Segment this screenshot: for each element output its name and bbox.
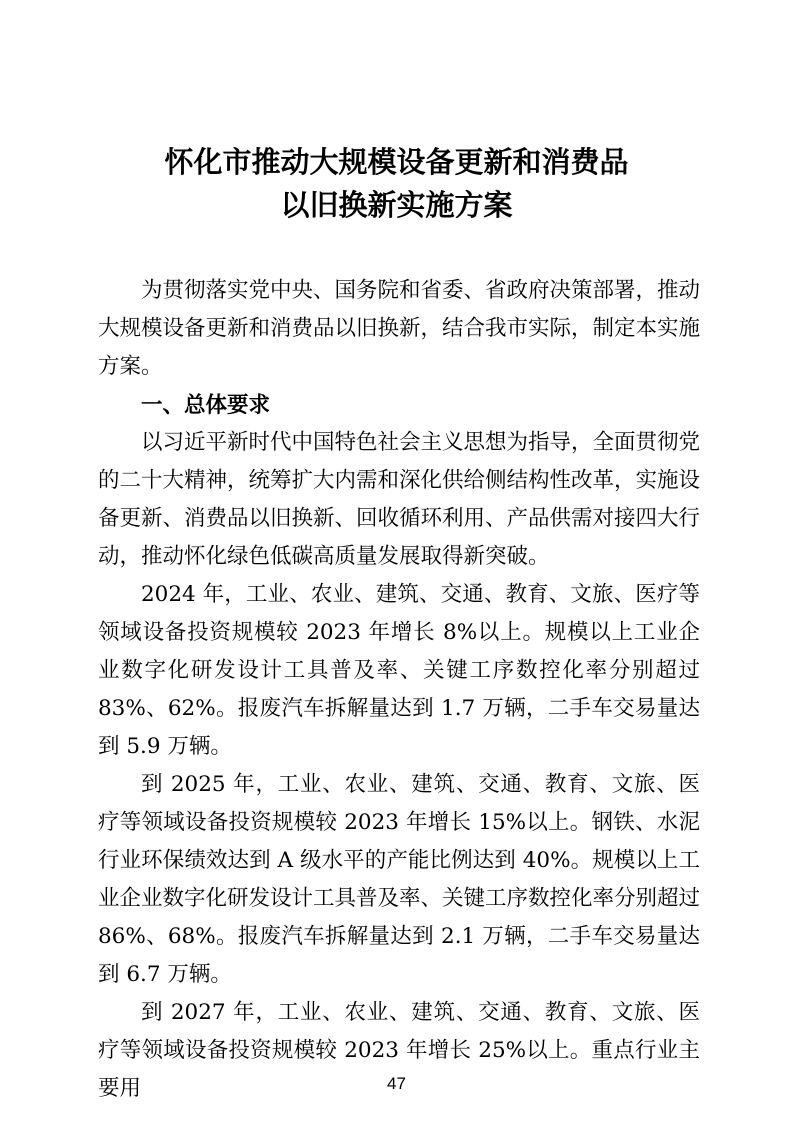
document-title	[0, 141, 793, 227]
paragraph-2027-targets: 到 2027 年，工业、农业、建筑、交通、教育、文旅、医疗等领域设备投资规模较 2023 年增长 25%以上。重点行业主要用	[98, 1000, 700, 1101]
document-title-line1: 怀化市推动大规模设备更新和消费品	[164, 145, 629, 179]
document-title-line2: 以旧换新实施方案	[280, 188, 513, 222]
paragraph-guiding-ideology: 以习近平新时代中国特色社会主义思想为指导，全面贯彻党的二十大精神，统筹扩大内需和深化供给侧结构性改革，实施设备更新、消费品以旧换新、回收循环利用、产品供需对接四大行动，推动怀化绿色低碳高质量发展取得新突破。	[98, 430, 701, 569]
page-number: 47	[387, 1074, 406, 1093]
section-heading-overall-requirements: 一、总体要求	[141, 393, 271, 417]
paragraph-2024-targets: 2024 年，工业、农业、建筑、交通、教育、文旅、医疗等领域设备投资规模较 2023 年增长 8%以上。规模以上工业企业数字化研发设计工具普及率、关键工序数控化率分别超过 83%、62%。报废汽车拆解量达到 1.7 万辆，二手车交易量达到 5.9 万辆。	[98, 582, 700, 759]
paragraph-2025-targets: 到 2025 年，工业、农业、建筑、交通、教育、文旅、医疗等领域设备投资规模较 2023 年增长 15%以上。钢铁、水泥行业环保绩效达到 A 级水平的产能比例达到 40%。规模以上工业企业数字化研发设计工具普及率、关键工序数控化率分别超过 86%、68%。报废汽车拆解量达到 2.1 万辆，二手车交易量达到 6.7 万辆。	[98, 772, 701, 987]
document-body	[98, 272, 700, 1108]
paragraph-intro: 为贯彻落实党中央、国务院和省委、省政府决策部署，推动大规模设备更新和消费品以旧换新，结合我市实际，制定本实施方案。	[98, 278, 701, 379]
